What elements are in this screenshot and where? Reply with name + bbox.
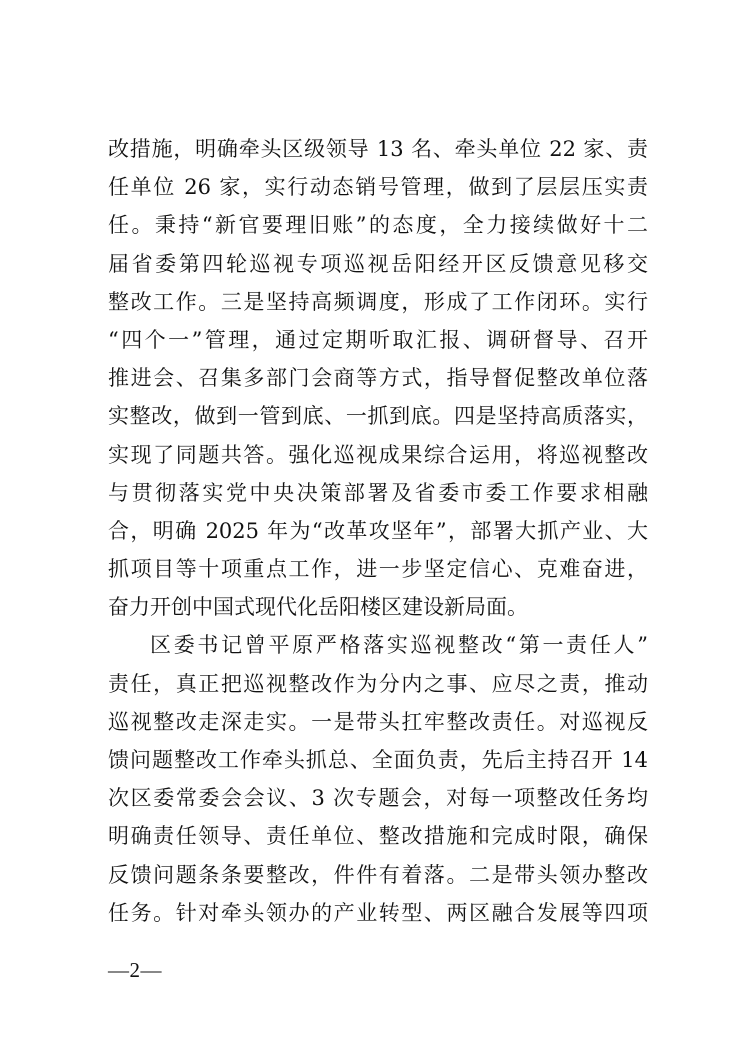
text-line: 奋力开创中国式现代化岳阳楼区建设新局面。	[108, 595, 528, 620]
text-line: “四个一”管理，通过定期听取汇报、调研督导、召开	[108, 327, 648, 352]
text-line: 整改工作。三是坚持高频调度，形成了工作闭环。实行	[108, 289, 648, 314]
text-line: 推进会、召集多部门会商等方式，指导督促整改单位落	[108, 366, 648, 391]
text-line: 抓项目等十项重点工作，进一步坚定信心、克难奋进，	[108, 557, 648, 582]
paragraph-1	[108, 130, 648, 626]
text-line: 区委书记曾平原严格落实巡视整改“第一责任人”	[150, 633, 648, 658]
text-line: 任务。针对牵头领办的产业转型、两区融合发展等四项	[108, 900, 648, 925]
body-text	[108, 130, 648, 932]
text-line: 实整改，做到一管到底、一抓到底。四是坚持高质落实，	[108, 404, 648, 429]
text-line: 与贯彻落实党中央决策部署及省委市委工作要求相融	[108, 480, 648, 505]
text-line: 明确责任领导、责任单位、整改措施和完成时限，确保	[108, 824, 648, 849]
paragraph-2	[108, 626, 648, 932]
text-line: 任。秉持“新官要理旧账”的态度，全力接续做好十二	[108, 213, 648, 238]
text-line: 反馈问题条条要整改，件件有着落。二是带头领办整改	[108, 862, 648, 887]
text-line: 馈问题整改工作牵头抓总、全面负责，先后主持召开 14	[108, 748, 648, 772]
text-line: 责任，真正把巡视整改作为分内之事、应尽之责，推动	[108, 671, 648, 696]
text-line: 合，明确 2025 年为“改革攻坚年”，部署大抓产业、大	[108, 518, 648, 543]
text-line: 次区委常委会会议、3 次专题会，对每一项整改任务均	[108, 786, 648, 811]
text-line: 实现了同题共答。强化巡视成果综合运用，将巡视整改	[108, 442, 648, 467]
text-line: 任单位 26 家，实行动态销号管理，做到了层层压实责	[108, 175, 648, 200]
text-line: 巡视整改走深走实。一是带头扛牢整改责任。对巡视反	[108, 709, 648, 734]
text-line: 届省委第四轮巡视专项巡视岳阳经开区反馈意见移交	[108, 251, 648, 276]
page-number: —2—	[108, 958, 162, 982]
text-line: 改措施，明确牵头区级领导 13 名、牵头单位 22 家、责	[108, 137, 648, 161]
